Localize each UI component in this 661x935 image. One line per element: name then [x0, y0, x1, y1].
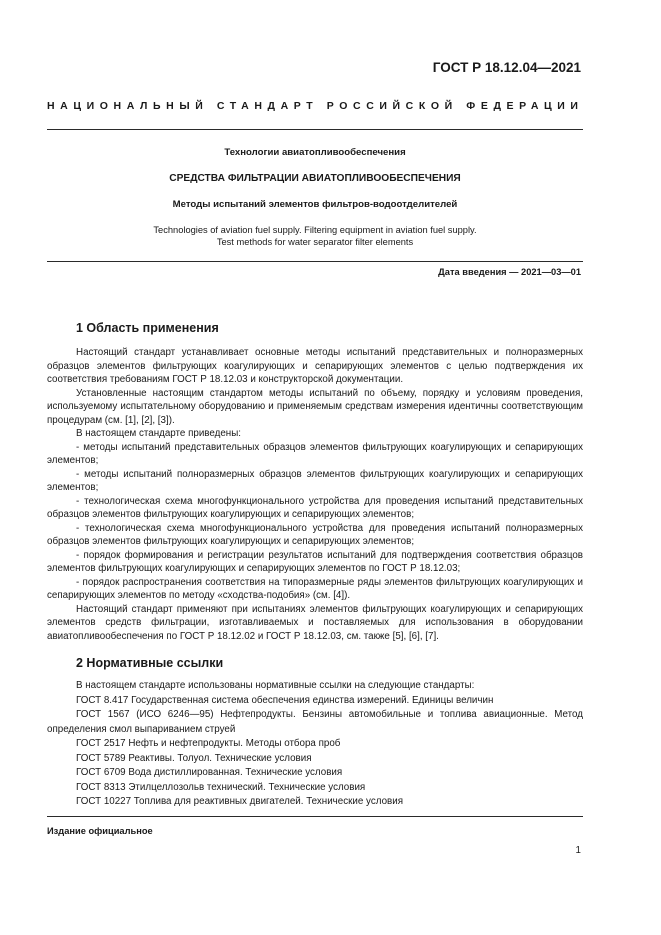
reference-item: ГОСТ 5789 Реактивы. Толуол. Технические условия	[76, 752, 312, 764]
standard-group-title: Технологии авиатопливообеспечения	[224, 147, 406, 158]
english-title-line-1: Technologies of aviation fuel supply. Filtering equipment in aviation fuel supply.	[153, 225, 477, 235]
reference-item: ГОСТ 10227 Топлива для реактивных двигателей. Технические условия	[76, 796, 403, 807]
english-title	[47, 225, 583, 248]
section-2-body	[47, 679, 583, 810]
footer-rule	[47, 816, 583, 817]
list-item: - порядок формирования и регистрации результатов испытаний для подтверждения соответствия образцов элементов фильтрующих коагулирующих и сепарирующих элементов по ГОСТ Р 18.12.03;	[47, 549, 583, 574]
standard-number: ГОСТ Р 18.12.04—2021	[432, 60, 581, 75]
reference-item: ГОСТ 6709 Вода дистиллированная. Технические условия	[76, 767, 343, 778]
list-item: - методы испытаний представительных образцов элементов фильтрующих коагулирующих и сепарирующих элементов;	[47, 441, 583, 466]
list-item: - методы испытаний полноразмерных образцов элементов фильтрующих коагулирующих и сепарирующих элементов;	[47, 468, 583, 493]
header-rule	[47, 129, 583, 130]
reference-item: ГОСТ 8313 Этилцеллозольв технический. Технические условия	[76, 781, 366, 793]
standard-subtitle: Методы испытаний элементов фильтров-водоотделителей	[172, 199, 458, 210]
paragraph: Настоящий стандарт устанавливает основные методы испытаний представительных и полноразмерных образцов элементов фильтрующих коагулирующих и сепарирующих элементов с целью подтверждения их соответствия требованиям ГОСТ Р 18.12.03 и конструкторской документации.	[47, 347, 583, 385]
paragraph: Настоящий стандарт применяют при испытаниях элементов фильтрующих коагулирующих и сепарирующих элементов средств фильтрации, изготавливаемых и поставляемых для использования в оборудовании авиатопливообеспечения по ГОСТ Р 18.12.02 и ГОСТ Р 18.12.03, см. также [5], [6], [7].	[47, 603, 583, 642]
reference-item: ГОСТ 1567 (ИСО 6246—95) Нефтепродукты. Бензины автомобильные и топлива авиационные. Метод определения смол выпариванием струей	[47, 709, 583, 735]
english-title-line-2: Test methods for water separator filter elements	[216, 236, 414, 247]
list-item: - технологическая схема многофункционального устройства для проведения испытаний полноразмерных образцов элементов фильтрующих коагулирующих и сепарирующих элементов;	[47, 522, 583, 547]
page-number: 1	[575, 845, 581, 856]
reference-item: ГОСТ 8.417 Государственная система обеспечения единства измерений. Единицы величин	[76, 694, 494, 706]
paragraph: В настоящем стандарте использованы нормативные ссылки на следующие стандарты:	[76, 680, 475, 691]
section-2-heading: 2 Нормативные ссылки	[76, 656, 224, 670]
paragraph: Установленные настоящим стандартом методы испытаний по объему, порядку и условиям проведения, используемому испытательному оборудованию и применяемым средствам измерения идентичны соответствующим процедурам (см. [1], [2], [3]).	[47, 387, 583, 426]
title-rule	[47, 261, 583, 262]
section-1-heading: 1 Область применения	[76, 321, 219, 335]
list-item: - технологическая схема многофункционального устройства для проведения испытаний представительных образцов элементов фильтрующих коагулирующих и сепарирующих элементов;	[47, 495, 583, 520]
reference-item: ГОСТ 2517 Нефть и нефтепродукты. Методы отбора проб	[76, 738, 341, 749]
introduction-date: Дата введения — 2021—03—01	[438, 267, 581, 277]
national-standard-title: НАЦИОНАЛЬНЫЙ СТАНДАРТ РОССИЙСКОЙ ФЕДЕРАЦИИ	[47, 100, 584, 112]
paragraph: В настоящем стандарте приведены:	[76, 428, 241, 439]
standard-main-title: СРЕДСТВА ФИЛЬТРАЦИИ АВИАТОПЛИВООБЕСПЕЧЕНИЯ	[169, 173, 461, 184]
official-edition-label: Издание официальное	[47, 826, 153, 836]
list-item: - порядок распространения соответствия на типоразмерные ряды элементов фильтрующих коагулирующих и сепарирующих элементов по методу «сходства-подобия» (см. [4]).	[47, 576, 583, 601]
section-1-body	[47, 346, 583, 643]
